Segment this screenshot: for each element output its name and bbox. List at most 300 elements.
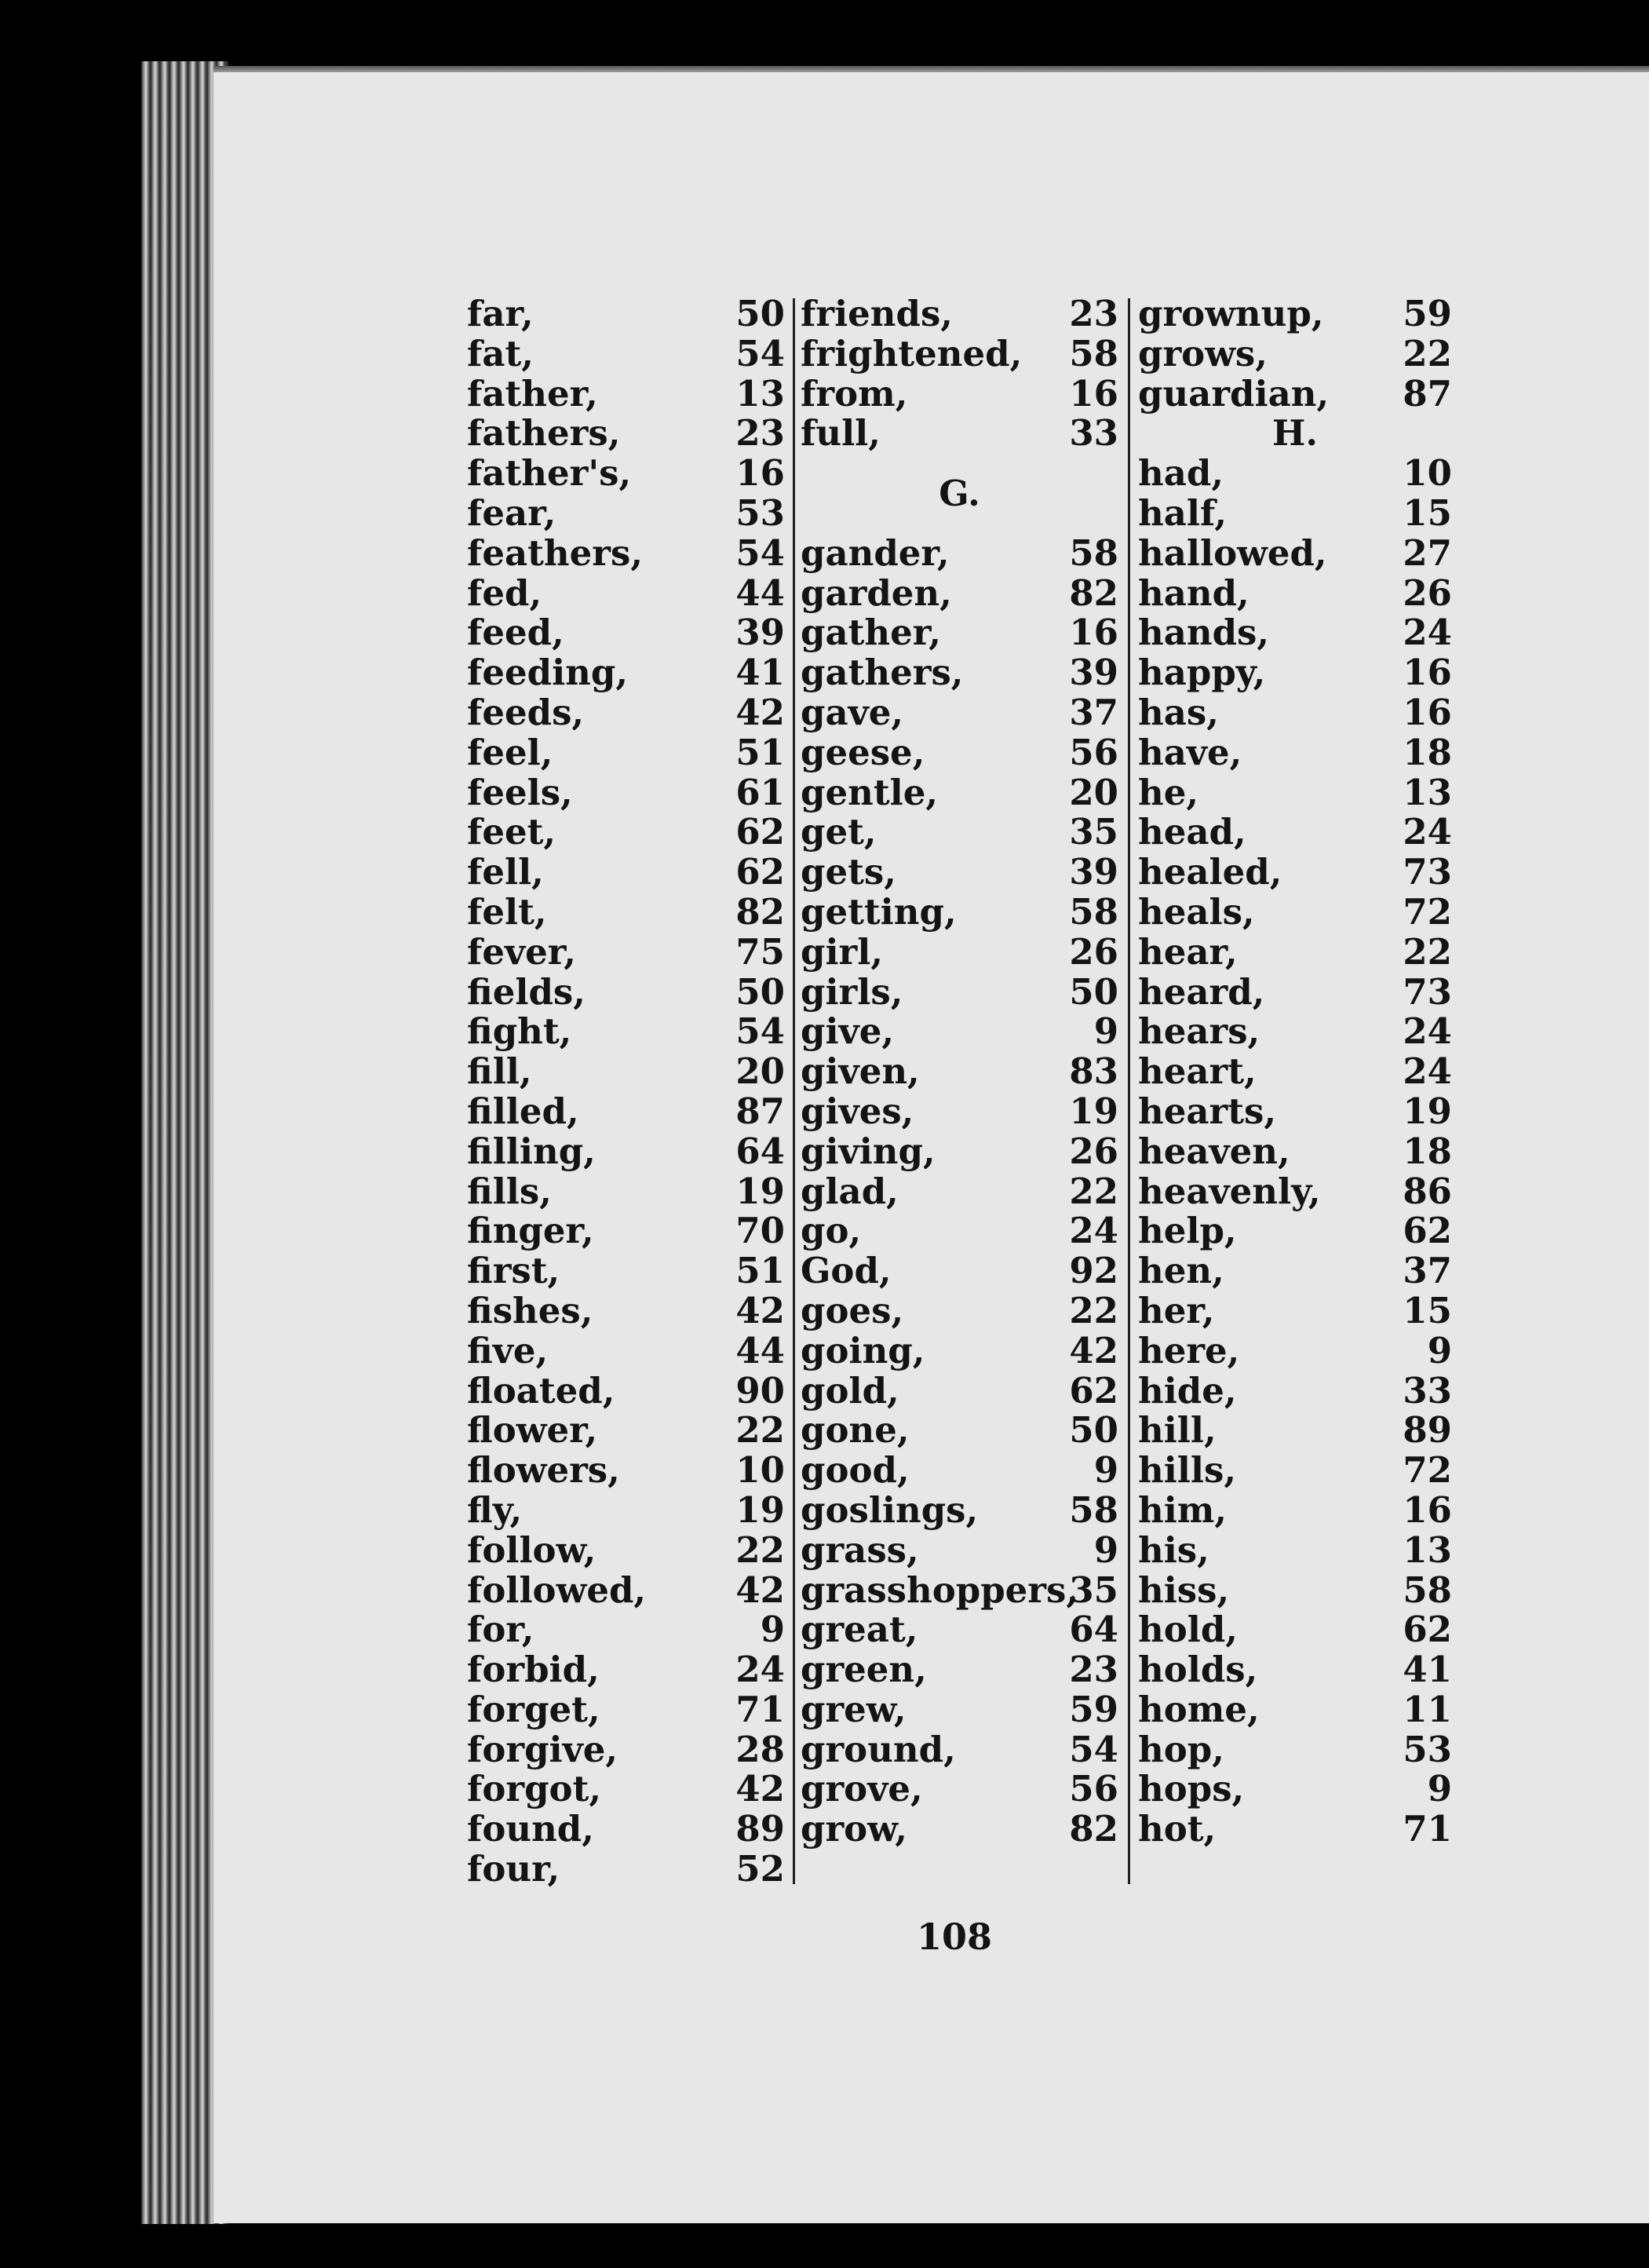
index-entry	[467, 653, 785, 693]
index-entry	[1138, 1528, 1452, 1571]
index-entry	[801, 1132, 1118, 1172]
index-page-ref: 50	[1069, 970, 1118, 1013]
index-page-ref: 50	[735, 293, 785, 334]
index-page-ref: 90	[735, 1369, 785, 1412]
index-entry	[1138, 454, 1452, 494]
index-entry	[801, 813, 1118, 853]
index-page-ref: 19	[735, 1170, 785, 1212]
index-entry	[467, 813, 785, 853]
index-word: hand,	[1138, 572, 1250, 614]
index-word: fight,	[467, 1010, 572, 1053]
index-entry	[801, 1451, 1118, 1491]
index-page-ref: 24	[1403, 612, 1452, 654]
index-entry	[1138, 531, 1452, 574]
index-entry	[467, 454, 785, 494]
index-entry	[1138, 890, 1452, 933]
index-entry	[801, 1571, 1118, 1611]
index-page-ref: 23	[1069, 1649, 1118, 1691]
index-entry	[467, 1690, 785, 1730]
index-page-ref: 13	[1403, 771, 1452, 813]
index-word: first,	[467, 1250, 560, 1292]
index-word: gather,	[801, 612, 941, 654]
index-page-ref: 59	[1069, 1688, 1118, 1730]
index-word: grow,	[801, 1808, 907, 1850]
index-entry	[801, 1411, 1118, 1451]
index-page-ref: 16	[1403, 1488, 1452, 1531]
index-entry	[801, 1012, 1118, 1052]
index-word: hen,	[1138, 1250, 1224, 1292]
index-word: gets,	[801, 851, 896, 893]
index-page-ref: 42	[735, 1768, 785, 1810]
index-page-ref: 82	[735, 890, 785, 933]
index-word: great,	[801, 1609, 918, 1651]
index-word: go,	[801, 1210, 862, 1252]
index-entry	[1138, 1810, 1452, 1850]
index-word: get,	[801, 811, 877, 853]
index-entry	[801, 1650, 1118, 1690]
index-page-ref: 56	[1069, 1768, 1118, 1810]
index-word: feathers,	[467, 531, 643, 574]
index-entry	[1138, 1610, 1452, 1650]
index-word: finger,	[467, 1210, 594, 1252]
index-entry	[801, 1172, 1118, 1212]
index-word: give,	[801, 1010, 895, 1053]
index-page-ref: 73	[1403, 970, 1452, 1013]
index-word: going,	[801, 1329, 925, 1371]
index-word: heart,	[1138, 1050, 1257, 1093]
index-page-ref: 58	[1069, 332, 1118, 374]
index-entry	[801, 693, 1118, 733]
index-word: five,	[467, 1329, 549, 1371]
index-entry	[1138, 613, 1452, 653]
index-entry	[801, 374, 1118, 415]
index-entry	[801, 890, 1118, 933]
index-word: far,	[467, 293, 534, 334]
index-page-ref: 24	[1403, 811, 1452, 853]
index-page-ref: 71	[735, 1688, 785, 1730]
index-word: fell,	[467, 851, 544, 893]
index-page-ref: 9	[1093, 1010, 1118, 1053]
index-word: fear,	[467, 491, 556, 534]
index-column-h	[1138, 294, 1452, 1850]
index-page-ref: 19	[735, 1488, 785, 1531]
index-word: flower,	[467, 1409, 598, 1452]
index-page-ref: 9	[1093, 1449, 1118, 1492]
index-page-ref: 37	[1403, 1250, 1452, 1292]
index-page-ref: 44	[735, 1329, 785, 1371]
index-word: happy,	[1138, 652, 1266, 694]
index-page-ref: 44	[735, 572, 785, 614]
index-entry	[801, 574, 1118, 614]
index-entry	[801, 531, 1118, 574]
index-entry	[801, 1211, 1118, 1251]
index-entry	[1138, 1411, 1452, 1451]
index-word: glad,	[801, 1170, 899, 1212]
index-entry	[467, 613, 785, 653]
index-entry	[801, 733, 1118, 773]
index-entry	[1138, 334, 1452, 374]
index-entry	[467, 1092, 785, 1132]
index-entry	[1138, 930, 1452, 973]
index-entry	[801, 1331, 1118, 1371]
index-entry	[801, 1730, 1118, 1770]
index-page-ref: 24	[1069, 1210, 1118, 1252]
index-entry	[801, 1690, 1118, 1730]
index-page-ref: 51	[735, 1250, 785, 1292]
index-entry	[467, 1650, 785, 1690]
index-entry	[467, 374, 785, 415]
index-word: hear,	[1138, 930, 1238, 973]
index-word: grew,	[801, 1688, 907, 1730]
index-entry	[1138, 294, 1452, 334]
index-entry	[467, 1528, 785, 1571]
index-word: feet,	[467, 811, 556, 853]
index-word: filling,	[467, 1130, 596, 1172]
index-word: feeding,	[467, 652, 629, 694]
index-page-ref: 13	[735, 372, 785, 415]
index-page-ref: 82	[1069, 1808, 1118, 1850]
index-entry	[1138, 1012, 1452, 1052]
index-entry	[801, 1052, 1118, 1092]
index-word: hop,	[1138, 1728, 1224, 1770]
index-page-ref: 22	[1403, 332, 1452, 374]
index-page-ref: 72	[1403, 890, 1452, 933]
index-word: here,	[1138, 1329, 1240, 1371]
index-page-ref: 16	[1403, 691, 1452, 733]
index-entry	[1138, 733, 1452, 773]
index-page-ref: 10	[735, 1449, 785, 1492]
index-page-ref: 26	[1069, 1130, 1118, 1172]
index-page-ref: 62	[1403, 1210, 1452, 1252]
index-entry	[467, 294, 785, 334]
index-page-ref: 61	[735, 771, 785, 813]
index-entry	[1138, 491, 1452, 534]
index-word: fed,	[467, 572, 542, 614]
index-entry	[801, 1291, 1118, 1331]
index-page-ref: 41	[735, 652, 785, 694]
index-page-ref: 37	[1069, 691, 1118, 733]
index-entry	[1138, 1571, 1452, 1611]
index-page-ref: 72	[1403, 1449, 1452, 1492]
index-entry	[467, 1571, 785, 1611]
index-word: grows,	[1138, 332, 1268, 374]
index-page-ref: 70	[735, 1210, 785, 1252]
index-word: forbid,	[467, 1649, 600, 1691]
index-word: guardian,	[1138, 372, 1330, 415]
index-entry	[1138, 1690, 1452, 1730]
index-word: fever,	[467, 930, 576, 973]
index-page-ref: 54	[735, 332, 785, 374]
index-entry	[467, 414, 785, 454]
section-letter-row	[1138, 414, 1452, 454]
index-entry	[467, 1610, 785, 1650]
index-entry	[1138, 1331, 1452, 1371]
index-word: grove,	[801, 1768, 923, 1810]
index-page-ref: 15	[1403, 491, 1452, 534]
index-entry	[467, 733, 785, 773]
index-word: full,	[801, 412, 881, 455]
index-page-ref: 9	[760, 1609, 785, 1651]
index-word: gave,	[801, 691, 904, 733]
index-entry	[801, 1251, 1118, 1291]
section-letter-row	[801, 454, 1118, 534]
index-page-ref: 20	[1069, 771, 1118, 813]
index-word: four,	[467, 1848, 560, 1890]
index-entry	[801, 653, 1118, 693]
index-page-ref: 56	[1069, 731, 1118, 773]
index-page-ref: 16	[1069, 372, 1118, 415]
index-page-ref: 26	[1403, 572, 1452, 614]
index-page-ref: 53	[1403, 1728, 1452, 1770]
index-word: felt,	[467, 890, 547, 933]
index-entry	[801, 1488, 1118, 1531]
index-entry	[467, 1730, 785, 1770]
index-page-ref: 27	[1403, 531, 1452, 574]
index-word: his,	[1138, 1528, 1209, 1571]
index-page-ref: 87	[1403, 372, 1452, 415]
index-word: have,	[1138, 731, 1242, 773]
index-entry	[467, 574, 785, 614]
index-page-ref: 24	[1403, 1050, 1452, 1093]
index-page-ref: 18	[1403, 1130, 1452, 1172]
index-page-ref: 22	[1069, 1289, 1118, 1331]
index-page-ref: 42	[1069, 1329, 1118, 1371]
index-column-g	[801, 294, 1118, 1850]
index-page-ref: 24	[1403, 1010, 1452, 1053]
index-page-ref: 33	[1069, 412, 1118, 455]
index-page-ref: 16	[735, 452, 785, 495]
index-page-ref: 22	[735, 1409, 785, 1452]
index-entry	[1138, 1451, 1452, 1491]
index-word: gold,	[801, 1369, 899, 1412]
index-page-ref: 22	[1403, 930, 1452, 973]
index-word: fathers,	[467, 412, 621, 455]
index-page-ref: 26	[1069, 930, 1118, 973]
index-page-ref: 86	[1403, 1170, 1452, 1212]
index-word: fills,	[467, 1170, 552, 1212]
index-page-ref: 58	[1069, 1488, 1118, 1531]
index-word: girls,	[801, 970, 903, 1013]
index-entry	[801, 294, 1118, 334]
index-word: for,	[467, 1609, 534, 1651]
index-page-ref: 23	[735, 412, 785, 455]
index-page-ref: 89	[1403, 1409, 1452, 1452]
index-page-ref: 22	[1069, 1170, 1118, 1212]
index-entry	[1138, 374, 1452, 415]
section-letter-heading: H.	[1271, 412, 1319, 455]
index-entry	[1138, 1730, 1452, 1770]
index-entry	[467, 1251, 785, 1291]
index-page-ref: 87	[735, 1090, 785, 1132]
index-word: given,	[801, 1050, 920, 1093]
index-word: grownup,	[1138, 293, 1324, 334]
index-word: heavenly,	[1138, 1170, 1321, 1212]
index-page-ref: 39	[1069, 851, 1118, 893]
index-word: fields,	[467, 970, 586, 1013]
index-page-ref: 75	[735, 930, 785, 973]
index-word: frightened,	[801, 332, 1023, 374]
index-word: garden,	[801, 572, 952, 614]
index-word: fill,	[467, 1050, 532, 1093]
index-entry	[1138, 1769, 1452, 1810]
index-word: follow,	[467, 1528, 596, 1571]
index-page-ref: 62	[1069, 1369, 1118, 1412]
index-word: help,	[1138, 1210, 1237, 1252]
index-entry	[467, 970, 785, 1013]
index-entry	[467, 334, 785, 374]
index-word: he,	[1138, 771, 1199, 813]
index-word: healed,	[1138, 851, 1282, 893]
index-word: ground,	[801, 1728, 956, 1770]
index-page-ref: 18	[1403, 731, 1452, 773]
index-entry	[467, 531, 785, 574]
index-word: gathers,	[801, 652, 964, 694]
index-word: hills,	[1138, 1449, 1237, 1492]
index-page-ref: 71	[1403, 1808, 1452, 1850]
index-page-ref: 89	[735, 1808, 785, 1850]
index-page-ref: 51	[735, 731, 785, 773]
index-page-ref: 22	[735, 1528, 785, 1571]
index-word: home,	[1138, 1688, 1260, 1730]
index-word: heals,	[1138, 890, 1255, 933]
index-entry	[801, 853, 1118, 893]
index-page-ref: 35	[1069, 1569, 1118, 1611]
index-word: hops,	[1138, 1768, 1245, 1810]
index-entry	[1138, 1132, 1452, 1172]
index-column-f	[467, 294, 785, 1890]
index-word: followed,	[467, 1569, 647, 1611]
index-page-ref: 42	[735, 1289, 785, 1331]
index-word: heaven,	[1138, 1130, 1290, 1172]
index-word: hill,	[1138, 1409, 1217, 1452]
index-word: forgot,	[467, 1768, 602, 1810]
index-page-ref: 16	[1403, 652, 1452, 694]
index-page-ref: 28	[735, 1728, 785, 1770]
index-page-ref: 50	[1069, 1409, 1118, 1452]
index-entry	[1138, 853, 1452, 893]
index-entry	[467, 1451, 785, 1491]
index-page-ref: 58	[1403, 1569, 1452, 1611]
index-word: fly,	[467, 1488, 523, 1531]
index-page-ref: 62	[735, 811, 785, 853]
index-word: feed,	[467, 612, 564, 654]
index-word: filled,	[467, 1090, 579, 1132]
index-word: fat,	[467, 332, 534, 374]
index-word: forget,	[467, 1688, 600, 1730]
index-entry	[467, 693, 785, 733]
index-word: friends,	[801, 293, 953, 334]
index-entry	[467, 1012, 785, 1052]
index-page-ref: 16	[1069, 612, 1118, 654]
index-word: hot,	[1138, 1808, 1217, 1850]
index-entry	[467, 930, 785, 973]
index-page-ref: 54	[735, 1010, 785, 1053]
index-page-ref: 64	[735, 1130, 785, 1172]
index-word: heard,	[1138, 970, 1265, 1013]
index-entry	[801, 970, 1118, 1013]
index-word: her,	[1138, 1289, 1215, 1331]
index-page-ref: 42	[735, 1569, 785, 1611]
index-word: feel,	[467, 731, 553, 773]
index-page-ref: 42	[735, 691, 785, 733]
index-word: father's,	[467, 452, 632, 495]
index-entry	[801, 930, 1118, 973]
index-word: hears,	[1138, 1010, 1260, 1053]
index-word: gentle,	[801, 771, 938, 813]
index-word: father,	[467, 372, 598, 415]
index-page-ref: 35	[1069, 811, 1118, 853]
index-entry	[1138, 773, 1452, 813]
section-letter-heading: G.	[939, 473, 980, 515]
index-entry	[467, 1810, 785, 1850]
index-entry	[467, 1172, 785, 1212]
index-entry	[801, 1092, 1118, 1132]
index-entry	[1138, 1052, 1452, 1092]
index-entry	[467, 1331, 785, 1371]
index-word: giving,	[801, 1130, 936, 1172]
index-entry	[1138, 813, 1452, 853]
index-entry	[467, 491, 785, 534]
index-word: head,	[1138, 811, 1246, 853]
index-entry	[467, 773, 785, 813]
index-page-ref: 73	[1403, 851, 1452, 893]
index-entry	[467, 1488, 785, 1531]
index-word: gone,	[801, 1409, 910, 1452]
index-word: girl,	[801, 930, 884, 973]
index-word: found,	[467, 1808, 594, 1850]
index-entry	[467, 1211, 785, 1251]
index-entry	[1138, 1650, 1452, 1690]
index-entry	[1138, 1172, 1452, 1212]
index-page-ref: 54	[735, 531, 785, 574]
index-page-ref: 9	[1093, 1528, 1118, 1571]
index-page-ref: 19	[1069, 1090, 1118, 1132]
index-word: geese,	[801, 731, 925, 773]
index-word: fishes,	[467, 1289, 593, 1331]
index-entry	[1138, 1251, 1452, 1291]
index-page-ref: 62	[1403, 1609, 1452, 1651]
index-page-ref: 39	[1069, 652, 1118, 694]
index-entry	[467, 1052, 785, 1092]
index-word: feeds,	[467, 691, 585, 733]
index-page-ref: 41	[1403, 1649, 1452, 1691]
index-word: half,	[1138, 491, 1228, 534]
index-word: hold,	[1138, 1609, 1238, 1651]
index-page-ref: 50	[735, 970, 785, 1013]
index-word: grass,	[801, 1528, 919, 1571]
index-word: holds,	[1138, 1649, 1258, 1691]
index-page-ref: 62	[735, 851, 785, 893]
index-entry	[467, 1411, 785, 1451]
index-page-ref: 9	[1427, 1768, 1452, 1810]
index-page-ref: 33	[1403, 1369, 1452, 1412]
index-page-ref: 9	[1427, 1329, 1452, 1371]
index-word: floated,	[467, 1369, 615, 1412]
index-entry	[1138, 1371, 1452, 1412]
index-entry	[801, 1810, 1118, 1850]
index-page-ref: 58	[1069, 890, 1118, 933]
index-word: hiss,	[1138, 1569, 1230, 1611]
index-page-ref: 39	[735, 612, 785, 654]
index-entry	[467, 1371, 785, 1412]
index-page-ref: 13	[1403, 1528, 1452, 1571]
index-word: hallowed,	[1138, 531, 1327, 574]
index-word: feels,	[467, 771, 573, 813]
column-rule-2	[1128, 298, 1130, 1884]
index-entry	[801, 613, 1118, 653]
index-entry	[1138, 574, 1452, 614]
index-word: goes,	[801, 1289, 904, 1331]
